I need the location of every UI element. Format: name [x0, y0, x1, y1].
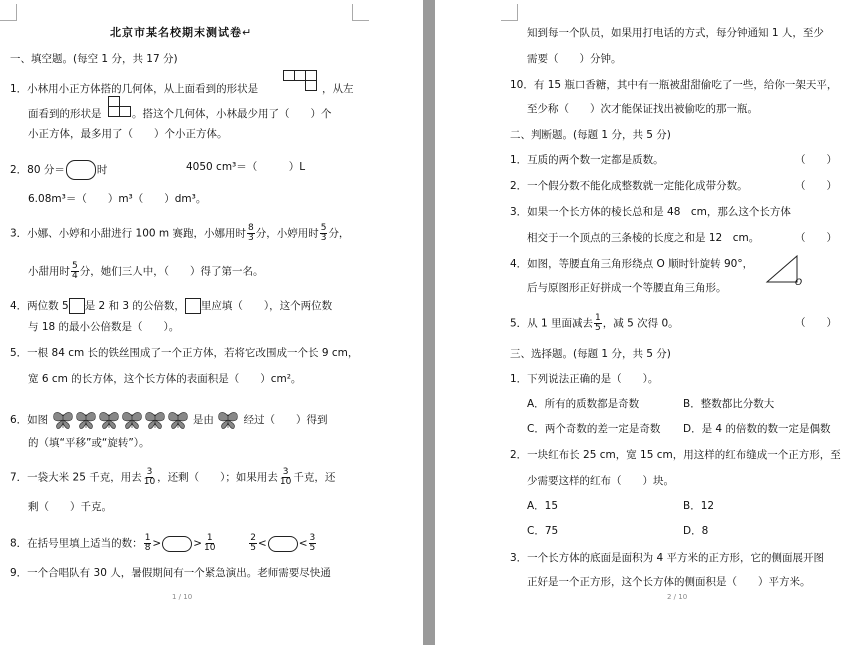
question-1-line-2-start: 面看到的形状是: [28, 108, 102, 120]
judge-5-answer: （ ）: [795, 317, 837, 329]
answer-box: [69, 298, 85, 314]
fraction: $\frac{2}{5}$: [250, 533, 256, 553]
question-9-line-2: 知到每一个队员，如果用打电话的方式，每分钟通知 1 人，至少: [527, 27, 824, 39]
question-2-volume-conversion: 4050 cm³＝（ ）L: [186, 161, 306, 173]
crop-mark-top-right: [352, 4, 369, 21]
butterfly-icon: [144, 410, 166, 430]
fraction: $\frac{3}{10}$: [279, 467, 292, 487]
top-view-shape-figure: [283, 70, 319, 92]
choice-2-option-d: D．8: [683, 525, 709, 537]
answer-oval-box: [268, 536, 298, 552]
choice-2-option-b: B．12: [683, 500, 715, 512]
question-1-line-3: 小正方体，最多用了（ ）个小正方体。: [28, 128, 228, 140]
judge-5: 5．从 1 里面减去 $\frac{1}{5}$ ，减 5 次得 0。: [510, 313, 679, 333]
document-page-2: [435, 0, 856, 645]
question-1-line-1-tail: ，从左: [322, 83, 354, 95]
page-title: 北京市某名校期末测试卷↵: [110, 26, 253, 39]
choice-2-option-c: C．75: [527, 525, 559, 537]
fraction: $\frac{3}{5}$: [309, 533, 316, 553]
crop-mark-top-left: [0, 4, 17, 21]
fraction: $\frac{8}{3}$: [247, 223, 254, 243]
question-10-line-1: 10．有 15 瓶口香糖，其中有一瓶被甜甜偷吃了一些，给你一架天平，: [510, 79, 838, 91]
butterfly-icon: [52, 410, 74, 430]
section-heading-fill-blank: 一、填空题。(每空 1 分，共 17 分): [10, 53, 178, 65]
fraction: $\frac{5}{3}$: [320, 223, 327, 243]
butterfly-icon: [217, 410, 239, 430]
choice-1-option-c: C．两个奇数的差一定是奇数: [527, 423, 661, 435]
choice-3-line-2: 正好是一个正方形，这个长方体的侧面积是（ ）平方米。: [527, 576, 811, 588]
question-2-line-2: 6.08m³＝（ ）m³（ ）dm³。: [28, 193, 207, 205]
butterfly-icon: [167, 410, 189, 430]
judge-3-line-1: 3．如果一个长方体的棱长总和是 48 cm，那么这个长方体: [510, 206, 791, 218]
judge-2: 2．一个假分数不能化成整数就一定能化成带分数。: [510, 180, 748, 192]
question-7-line-2: 剩（ ）千克。: [28, 501, 112, 513]
judge-4-line-2: 后与原图形正好拼成一个等腰直角三角形。: [527, 282, 727, 294]
judge-1: 1．互质的两个数一定都是质数。: [510, 154, 664, 166]
page-number: 2 / 10: [667, 593, 688, 601]
section-heading-multiple-choice: 三、选择题。(每题 1 分，共 5 分): [510, 348, 671, 360]
butterfly-icon: [75, 410, 97, 430]
point-o-label: O: [795, 278, 803, 288]
page-separator: [423, 0, 435, 645]
choice-1-option-d: D．是 4 的倍数的数一定是偶数: [683, 423, 831, 435]
judge-1-answer: （ ）: [795, 154, 837, 166]
question-1-line-1: 1．小林用小正方体搭的几何体，从上面看到的形状是: [10, 83, 259, 95]
butterfly-icon: [98, 410, 120, 430]
question-4-line-2: 与 18 的最小公倍数是（ ）。: [28, 321, 180, 333]
question-4-line-1: 4．两位数 5 是 2 和 3 的公倍数， 里应填（ ），这个两位数: [10, 300, 333, 312]
left-view-shape-figure: [108, 96, 132, 118]
butterfly-pattern-figure: [52, 410, 190, 430]
question-1-line-2-end: 。搭这个几何体，小林最少用了（ ）个: [132, 108, 332, 120]
fraction: $\frac{3}{10}$: [143, 467, 156, 487]
fraction: $\frac{1}{8}$: [144, 533, 151, 553]
crop-mark-top-left: [501, 4, 518, 21]
fraction: $\frac{1}{5}$: [595, 313, 601, 333]
question-9-line-1: 9．一个合唱队有 30 人，暑假期间有一个紧急演出。老师需要尽快通: [10, 567, 331, 579]
choice-2-option-a: A．15: [527, 500, 559, 512]
question-3-line-2: 小甜用时 $\frac{5}{4}$ 分，她们三人中，（ ）得了第一名。: [28, 261, 264, 281]
question-5-line-2: 宽 6 cm 的长方体，这个长方体的表面积是（ ）cm²。: [28, 373, 302, 385]
fraction: $\frac{1}{10}$: [204, 533, 216, 553]
question-8-line: 8．在括号里填上适当的数： $\frac{1}{8}$ > > $\frac{1}{10}$ $\frac{2}{5}$ < < $\frac{3}{5}$: [10, 533, 316, 553]
choice-3-line-1: 3．一个长方体的底面是面积为 4 平方米的正方形，它的侧面展开图: [510, 552, 825, 564]
judge-2-answer: （ ）: [795, 180, 837, 192]
document-page-1: [0, 0, 423, 645]
choice-2-line-1: 2．一块红布长 25 cm，宽 15 cm，用这样的红布缝成一个正方形，至: [510, 449, 841, 461]
answer-box: [185, 298, 201, 314]
choice-1-option-b: B．整数都比分数大: [683, 398, 775, 410]
judge-3-line-2: 相交于一个顶点的三条棱的长度之和是 12 cm。: [527, 232, 760, 244]
choice-1-stem: 1．下列说法正确的是（ ）。: [510, 373, 659, 385]
question-2-line-1: 2．80 分＝ 时: [10, 160, 107, 180]
section-heading-true-false: 二、判断题。(每题 1 分，共 5 分): [510, 129, 671, 141]
question-9-line-3: 需要（ ）分钟。: [527, 53, 622, 65]
question-5-line-1: 5．一根 84 cm 长的铁丝围成了一个正方体，若将它改围成一个长 9 cm，: [10, 347, 359, 359]
judge-4-line-1: 4．如图，等腰直角三角形绕点 O 顺时针旋转 90°，: [510, 258, 754, 270]
fraction: $\frac{5}{4}$: [72, 261, 78, 281]
question-7-line-1: 7．一袋大米 25 千克，用去 $\frac{3}{10}$ ，还剩（ ）；如果用去 $\frac{3}{10}$ 千克，还: [10, 467, 336, 487]
choice-1-option-a: A．所有的质数都是奇数: [527, 398, 640, 410]
question-10-line-2: 至少称（ ）次才能保证找出被偷吃的那一瓶。: [527, 103, 758, 115]
butterfly-icon: [121, 410, 143, 430]
blank-fraction-box: [66, 160, 96, 180]
choice-2-line-2: 少需要这样的红布（ ）块。: [527, 475, 674, 487]
page-number: 1 / 10: [172, 593, 193, 601]
answer-oval-box: [162, 536, 192, 552]
question-6-line-1: 6．如图 是由 经过（ ）得到: [10, 410, 328, 430]
judge-3-answer: （ ）: [795, 232, 837, 244]
question-6-line-2: 的（填“平移”或“旋转”）。: [28, 437, 150, 449]
question-3-line-1: 3．小娜、小婷和小甜进行 100 m 赛跑，小娜用时 $\frac{8}{3}$ 分，小婷用时 $\frac{5}{3}$ 分，: [10, 223, 350, 243]
